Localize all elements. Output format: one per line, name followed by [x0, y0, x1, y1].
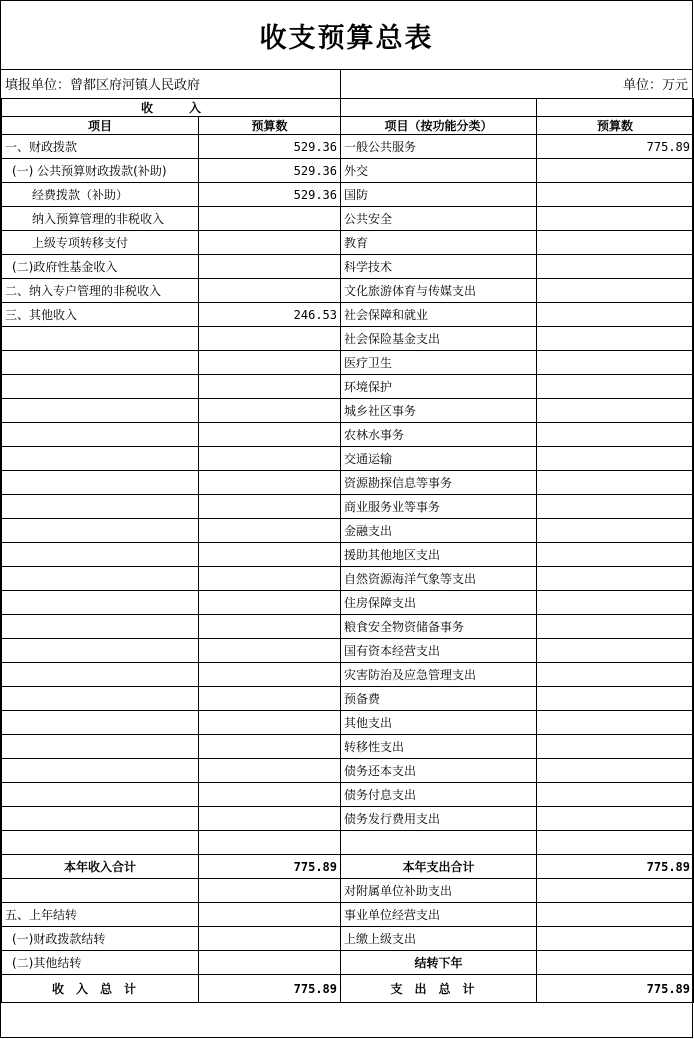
- income-header: 收 入: [2, 99, 341, 117]
- value-cell: [537, 495, 694, 519]
- table-row: [2, 711, 694, 735]
- table-row: [2, 543, 694, 567]
- value-cell: [537, 399, 694, 423]
- item-cell: 援助其他地区支出: [341, 543, 537, 567]
- item-cell: 事业单位经营支出: [341, 903, 537, 927]
- item-cell: 对附属单位补助支出: [341, 879, 537, 903]
- table-row: [2, 663, 694, 687]
- value-cell: 529.36: [199, 183, 341, 207]
- table-row: [2, 231, 694, 255]
- item-cell: 转移性支出: [341, 735, 537, 759]
- table-row: [2, 567, 694, 591]
- item-cell: [2, 831, 199, 855]
- item-cell: [2, 375, 199, 399]
- item-cell: 社会保障和就业: [341, 303, 537, 327]
- value-cell: [199, 663, 341, 687]
- value-cell: [537, 735, 694, 759]
- item-cell: [2, 735, 199, 759]
- value-cell: [199, 567, 341, 591]
- item-cell: [2, 663, 199, 687]
- value-cell: [199, 495, 341, 519]
- value-cell: [537, 639, 694, 663]
- value-cell: [537, 903, 694, 927]
- value-cell: [199, 447, 341, 471]
- value-cell: 529.36: [199, 159, 341, 183]
- table-row: [2, 327, 694, 351]
- item-cell: (二)政府性基金收入: [2, 255, 199, 279]
- table-row: [2, 447, 694, 471]
- value-cell: 775.89: [537, 135, 694, 159]
- value-cell: [199, 327, 341, 351]
- value-cell: 246.53: [199, 303, 341, 327]
- item-cell: [2, 711, 199, 735]
- item-cell: 商业服务业等事务: [341, 495, 537, 519]
- table-row: [2, 303, 694, 327]
- item-cell: 结转下年: [341, 951, 537, 975]
- value-cell: [537, 207, 694, 231]
- value-cell: [537, 951, 694, 975]
- item-cell: 上级专项转移支付: [2, 231, 199, 255]
- table-row: [2, 903, 694, 927]
- value-cell: [199, 519, 341, 543]
- value-cell: 529.36: [199, 135, 341, 159]
- table-row: [2, 279, 694, 303]
- value-cell: [537, 543, 694, 567]
- table-row: [2, 183, 694, 207]
- table-row: [2, 615, 694, 639]
- value-cell: [199, 471, 341, 495]
- table-row: [2, 471, 694, 495]
- page-title: 收支预算总表: [1, 1, 692, 70]
- item-cell: 资源勘探信息等事务: [341, 471, 537, 495]
- item-cell: 环境保护: [341, 375, 537, 399]
- item-cell: [2, 495, 199, 519]
- value-cell: [537, 831, 694, 855]
- value-cell: [199, 879, 341, 903]
- value-cell: [199, 423, 341, 447]
- table-row: [2, 639, 694, 663]
- value-cell: [199, 807, 341, 831]
- item-cell: [2, 399, 199, 423]
- item-cell: [2, 567, 199, 591]
- value-cell: [537, 471, 694, 495]
- item-cell: [2, 615, 199, 639]
- item-cell: 城乡社区事务: [341, 399, 537, 423]
- value-cell: [199, 927, 341, 951]
- value-cell: [199, 903, 341, 927]
- item-cell: 五、上年结转: [2, 903, 199, 927]
- item-cell: 国防: [341, 183, 537, 207]
- table-row: [2, 687, 694, 711]
- value-cell: [199, 831, 341, 855]
- table-row: [2, 255, 694, 279]
- value-cell: [537, 567, 694, 591]
- item-cell: 交通运输: [341, 447, 537, 471]
- item-cell: 本年收入合计: [2, 855, 199, 879]
- item-cell: 公共安全: [341, 207, 537, 231]
- value-cell: [199, 591, 341, 615]
- value-cell: [199, 231, 341, 255]
- value-cell: [537, 423, 694, 447]
- item-cell: 粮食安全物资储备事务: [341, 615, 537, 639]
- item-cell: 二、纳入专户管理的非税收入: [2, 279, 199, 303]
- table-row: [2, 879, 694, 903]
- value-cell: [199, 255, 341, 279]
- table-row: [2, 207, 694, 231]
- item-cell: [2, 423, 199, 447]
- table-row: [2, 735, 694, 759]
- value-cell: 775.89: [537, 975, 694, 1003]
- value-cell: [537, 351, 694, 375]
- value-cell: [537, 375, 694, 399]
- value-cell: [199, 399, 341, 423]
- item-cell: [341, 831, 537, 855]
- item-cell: 农林水事务: [341, 423, 537, 447]
- item-cell: 三、其他收入: [2, 303, 199, 327]
- item-cell: 灾害防治及应急管理支出: [341, 663, 537, 687]
- value-cell: [537, 807, 694, 831]
- value-cell: [199, 735, 341, 759]
- value-cell: [537, 447, 694, 471]
- value-cell: [537, 327, 694, 351]
- table-row: [2, 783, 694, 807]
- value-cell: 775.89: [537, 855, 694, 879]
- value-cell: [537, 519, 694, 543]
- item-cell: (二)其他结转: [2, 951, 199, 975]
- value-cell: [537, 879, 694, 903]
- value-cell: [199, 615, 341, 639]
- value-cell: [537, 711, 694, 735]
- divider: [340, 70, 341, 98]
- table-row: [2, 927, 694, 951]
- item-cell: 债务还本支出: [341, 759, 537, 783]
- item-cell: [2, 351, 199, 375]
- value-cell: [537, 303, 694, 327]
- value-cell: [537, 663, 694, 687]
- value-cell: [199, 207, 341, 231]
- item-cell: [2, 471, 199, 495]
- item-cell: 预备费: [341, 687, 537, 711]
- table-row: [2, 135, 694, 159]
- value-cell: [537, 255, 694, 279]
- value-cell: [537, 615, 694, 639]
- item-cell: 经费拨款（补助）: [2, 183, 199, 207]
- item-cell: 自然资源海洋气象等支出: [341, 567, 537, 591]
- item-cell: 本年支出合计: [341, 855, 537, 879]
- value-cell: [199, 639, 341, 663]
- table-row: [2, 399, 694, 423]
- value-cell: [537, 159, 694, 183]
- item-cell: 一、财政拨款: [2, 135, 199, 159]
- value-cell: [199, 687, 341, 711]
- table-row: [2, 495, 694, 519]
- table-row: [2, 807, 694, 831]
- item-cell: 收入总计: [2, 975, 199, 1003]
- unit-label: 单位：万元: [622, 78, 688, 93]
- item-cell: [2, 519, 199, 543]
- item-cell: 教育: [341, 231, 537, 255]
- item-cell: [2, 879, 199, 903]
- item-cell: 其他支出: [341, 711, 537, 735]
- table-row: [2, 351, 694, 375]
- income-header-row: [2, 99, 694, 117]
- item-cell: 国有资本经营支出: [341, 639, 537, 663]
- value-cell: [537, 687, 694, 711]
- item-cell: 社会保险基金支出: [341, 327, 537, 351]
- item-cell: [2, 759, 199, 783]
- value-cell: [199, 543, 341, 567]
- col-budget: 预算数: [199, 117, 341, 135]
- item-cell: [2, 447, 199, 471]
- table-row: [2, 831, 694, 855]
- item-cell: 债务付息支出: [341, 783, 537, 807]
- value-cell: [199, 375, 341, 399]
- table-row: [2, 519, 694, 543]
- table-row: [2, 855, 694, 879]
- value-cell: [537, 783, 694, 807]
- table-row: [2, 375, 694, 399]
- item-cell: 住房保障支出: [341, 591, 537, 615]
- column-header-row: [2, 117, 694, 135]
- table-row: [2, 759, 694, 783]
- item-cell: [2, 639, 199, 663]
- value-cell: [537, 231, 694, 255]
- table-row: [2, 159, 694, 183]
- value-cell: [199, 279, 341, 303]
- budget-table: [1, 98, 694, 1003]
- blank-cell: [341, 99, 537, 117]
- value-cell: [537, 759, 694, 783]
- item-cell: 文化旅游体育与传媒支出: [341, 279, 537, 303]
- item-cell: 外交: [341, 159, 537, 183]
- value-cell: [199, 711, 341, 735]
- item-cell: [2, 591, 199, 615]
- table-row: [2, 975, 694, 1003]
- col-func-budget: 预算数: [537, 117, 694, 135]
- table-row: [2, 951, 694, 975]
- item-cell: [2, 687, 199, 711]
- item-cell: [2, 783, 199, 807]
- value-cell: [199, 951, 341, 975]
- table-row: [2, 591, 694, 615]
- filer-label: 填报单位：曾都区府河镇人民政府: [5, 78, 201, 93]
- value-cell: [537, 591, 694, 615]
- item-cell: [2, 807, 199, 831]
- item-cell: 纳入预算管理的非税收入: [2, 207, 199, 231]
- item-cell: 支出总计: [341, 975, 537, 1003]
- item-cell: 医疗卫生: [341, 351, 537, 375]
- value-cell: [537, 183, 694, 207]
- col-item: 项目: [2, 117, 199, 135]
- item-cell: [2, 327, 199, 351]
- item-cell: [2, 543, 199, 567]
- item-cell: 上缴上级支出: [341, 927, 537, 951]
- value-cell: [537, 279, 694, 303]
- value-cell: [537, 927, 694, 951]
- value-cell: [199, 783, 341, 807]
- value-cell: 775.89: [199, 975, 341, 1003]
- item-cell: 债务发行费用支出: [341, 807, 537, 831]
- item-cell: 金融支出: [341, 519, 537, 543]
- value-cell: 775.89: [199, 855, 341, 879]
- col-func-item: 项目（按功能分类）: [341, 117, 537, 135]
- item-cell: 一般公共服务: [341, 135, 537, 159]
- value-cell: [199, 351, 341, 375]
- item-cell: (一) 公共预算财政拨款(补助): [2, 159, 199, 183]
- item-cell: (一)财政拨款结转: [2, 927, 199, 951]
- item-cell: 科学技术: [341, 255, 537, 279]
- value-cell: [199, 759, 341, 783]
- blank-cell: [537, 99, 694, 117]
- table-row: [2, 423, 694, 447]
